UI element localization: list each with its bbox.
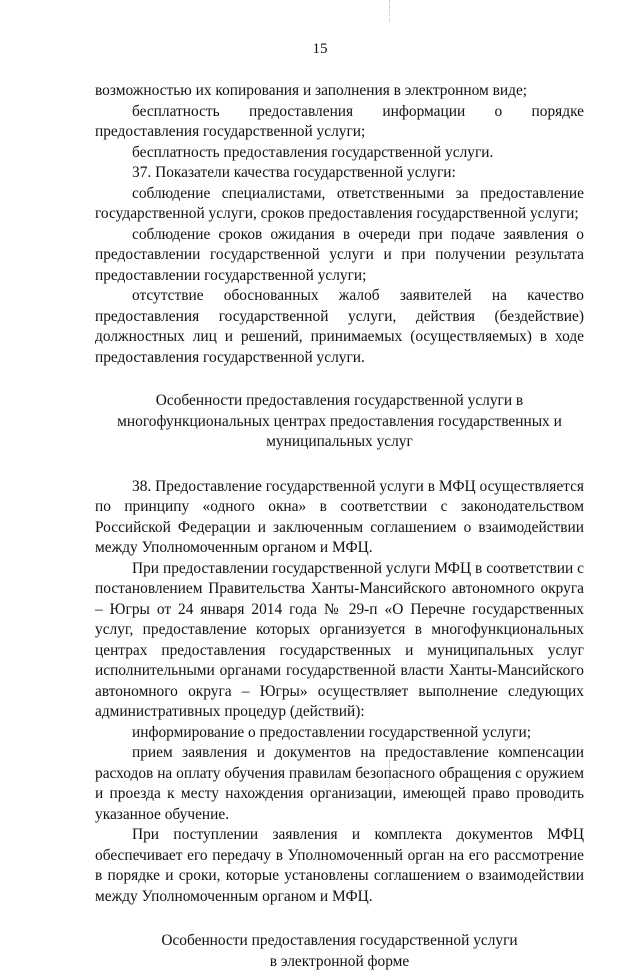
heading-line: Особенности предоставления государственной услуги в xyxy=(95,391,584,412)
heading-line: в электронной форме xyxy=(95,952,584,972)
heading-line: Особенности предоставления государственной услуги xyxy=(95,931,584,952)
heading-line: многофункциональных центрах предоставления государственных и xyxy=(95,412,584,433)
page-number: 15 xyxy=(0,40,640,58)
paragraph-p5: соблюдение специалистами, ответственными за предоставление государственной услуги, сроков предоставления государственной услуги; xyxy=(95,184,584,225)
paragraphs-middle xyxy=(95,477,584,908)
paragraph-p10: информирование о предоставлении государственной услуги; xyxy=(95,723,584,744)
paragraph-p9: При предоставлении государственной услуги МФЦ в соответствии с постановлением Правительства Ханты-Мансийского автономного округа – Югры от 24 января 2014 года № 29-п «О Перечне государственных услуг, предоставление которых организуется в многофункциональных центрах предоставления государственных и муниципальных услуг исполнительными органами государственной власти Ханты-Мансийского автономного округа – Югры» осуществляет выполнение следующих административных процедур (действий): xyxy=(95,559,584,723)
paragraph-p7: отсутствие обоснованных жалоб заявителей на качество предоставления государственной услуги, действия (бездействие) должностных лиц и решений, принимаемых (осуществляемых) в ходе предоставления государственной услуги. xyxy=(95,286,584,368)
paragraph-p8: 38. Предоставление государственной услуги в МФЦ осуществляется по принципу «одного окна» в соответствии с законодательством Российской Федерации и заключенным соглашением о взаимодействии между Уполномоченным органом и МФЦ. xyxy=(95,477,584,559)
paragraphs-top xyxy=(95,81,584,368)
paragraph-p1: возможностью их копирования и заполнения в электронном виде; xyxy=(95,81,584,102)
section-heading-electronic xyxy=(95,931,584,972)
paragraph-p4: 37. Показатели качества государственной услуги: xyxy=(95,163,584,184)
paragraph-p3: бесплатность предоставления государственной услуги. xyxy=(95,143,584,164)
heading-line: муниципальных услуг xyxy=(95,432,584,453)
paragraph-p2: бесплатность предоставления информации о порядке предоставления государственной услуги; xyxy=(95,102,584,143)
paragraph-p6: соблюдение сроков ожидания в очереди при подаче заявления о предоставлении государственной услуги и при получении результата предоставлении государственной услуги; xyxy=(95,225,584,287)
scan-artifact-line-top xyxy=(389,0,391,22)
section-heading-mfc xyxy=(95,391,584,453)
paragraph-p12: При поступлении заявления и комплекта документов МФЦ обеспечивает его передачу в Уполномоченный орган на его рассмотрение в порядке и сроки, которые установлены соглашением о взаимодействии между Уполномоченным органом и МФЦ. xyxy=(95,825,584,907)
document-body xyxy=(95,81,584,972)
paragraph-p11: прием заявления и документов на предоставление компенсации расходов на оплату обучения правилам безопасного обращения с оружием и проезда к месту нахождения организации, имеющей право проводить указанное обучение. xyxy=(95,743,584,825)
